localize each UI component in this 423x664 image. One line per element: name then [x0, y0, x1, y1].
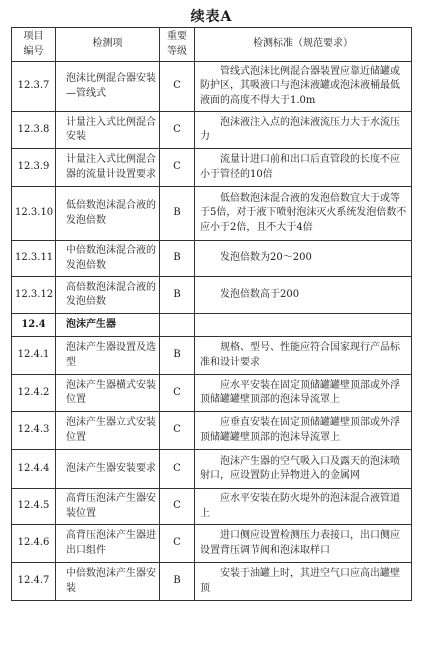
table-row: [12, 112, 412, 149]
table-row: [12, 412, 412, 450]
cell-id: 12.4.1: [12, 337, 56, 375]
cell-id: 12.4.6: [12, 525, 56, 563]
table-row: [12, 563, 412, 601]
cell-item: 高背压泡沫产生器进出口组件: [56, 525, 160, 563]
cell-level: C: [160, 112, 195, 149]
cell-id: 12.4.7: [12, 563, 56, 601]
cell-level: B: [160, 337, 195, 375]
table-row: [12, 149, 412, 187]
cell-level: C: [160, 375, 195, 412]
cell-standard: 进口侧应设置检测压力表接口，出口侧应设置背压调节阀和泡沫取样口: [195, 525, 412, 563]
page-title: 续表A: [190, 9, 233, 25]
cell-item: 低倍数泡沫混合液的发泡倍数: [56, 187, 160, 241]
cell-standard: 泡沫液注入点的泡沫液流压力大于水流压力: [195, 112, 412, 149]
cell-level: C: [160, 149, 195, 187]
table-row: [12, 375, 412, 412]
cell-id: 12.3.11: [12, 241, 56, 277]
cell-level: C: [160, 412, 195, 450]
table-row: [12, 241, 412, 277]
table-row: [12, 277, 412, 314]
cell-standard: 低倍数泡沫混合液的发泡倍数宜大于或等于5倍，对于液下喷射泡沫灭火系统发泡倍数不应小于2倍，且不大于4倍: [195, 187, 412, 241]
cell-item: 泡沫产生器安装要求: [56, 450, 160, 489]
header-item: 检测项: [56, 28, 160, 62]
cell-standard: 应水平安装在固定顶储罐罐壁顶部或外浮顶储罐罐壁顶部的泡沫导流罩上: [195, 375, 412, 412]
cell-id: 12.3.10: [12, 187, 56, 241]
cell-id: 12.4.2: [12, 375, 56, 412]
cell-item: 中倍数泡沫混合液的发泡倍数: [56, 241, 160, 277]
cell-id: 12.3.8: [12, 112, 56, 149]
header-standard: 检测标准（规范要求）: [195, 28, 412, 62]
cell-item: 泡沫产生器横式安装位置: [56, 375, 160, 412]
cell-item: 泡沫产生器立式安装位置: [56, 412, 160, 450]
table-row: [12, 62, 412, 112]
cell-level: C: [160, 62, 195, 112]
cell-level: B: [160, 187, 195, 241]
cell-item: 泡沫比例混合器安装—管线式: [56, 62, 160, 112]
header-id: 项目 编号: [12, 28, 56, 62]
cell-id: 12.3.7: [12, 62, 56, 112]
cell-level: C: [160, 450, 195, 489]
cell-level: C: [160, 525, 195, 563]
table-row: [12, 450, 412, 489]
table-row: [12, 525, 412, 563]
table-row: [12, 489, 412, 525]
cell-id: 12.3.12: [12, 277, 56, 314]
table-row: [12, 337, 412, 375]
table-header-row: [12, 28, 412, 62]
cell-item: 中倍数泡沫产生器安装: [56, 563, 160, 601]
cell-level: B: [160, 563, 195, 601]
cell-standard: 应水平安装在防火堤外的泡沫混合液管道上: [195, 489, 412, 525]
cell-standard: 管线式泡沫比例混合器装置应靠近储罐或防护区，其吸液口与泡沫液罐或泡沫液桶最低液面的高度不得大于1.0m: [195, 62, 412, 112]
cell-item: 高倍数泡沫混合液的发泡倍数: [56, 277, 160, 314]
cell-standard: 流量计进口前和出口后直管段的长度不应小于管径的10倍: [195, 149, 412, 187]
cell-item: 计量注入式比例混合安装: [56, 112, 160, 149]
cell-item: 泡沫产生器: [56, 314, 160, 337]
table-row: [12, 187, 412, 241]
cell-level: B: [160, 241, 195, 277]
inspection-table: [11, 27, 412, 601]
cell-id: 12.4: [12, 314, 56, 337]
cell-level: B: [160, 277, 195, 314]
header-level: 重要 等级: [160, 28, 195, 62]
section-row: [12, 314, 412, 337]
cell-standard: 规格、型号、性能应符合国家现行产品标准和设计要求: [195, 337, 412, 375]
cell-id: 12.4.3: [12, 412, 56, 450]
cell-id: 12.3.9: [12, 149, 56, 187]
cell-id: 12.4.5: [12, 489, 56, 525]
cell-standard: 泡沫产生器的空气吸入口及露天的泡沫喷射口，应设置防止异物进入的金属网: [195, 450, 412, 489]
cell-standard: [195, 314, 412, 337]
cell-item: 高背压泡沫产生器安装位置: [56, 489, 160, 525]
cell-item: 计量注入式比例混合器的流量计设置要求: [56, 149, 160, 187]
cell-standard: 安装于油罐上时，其进空气口应高出罐壁顶: [195, 563, 412, 601]
cell-id: 12.4.4: [12, 450, 56, 489]
cell-standard: 发泡倍数为20～200: [195, 241, 412, 277]
cell-standard: 应垂直安装在固定顶储罐罐壁顶部或外浮顶储罐罐壁顶部的泡沫导流罩上: [195, 412, 412, 450]
cell-standard: 发泡倍数高于200: [195, 277, 412, 314]
cell-item: 泡沫产生器设置及选型: [56, 337, 160, 375]
cell-level: [160, 314, 195, 337]
cell-level: C: [160, 489, 195, 525]
